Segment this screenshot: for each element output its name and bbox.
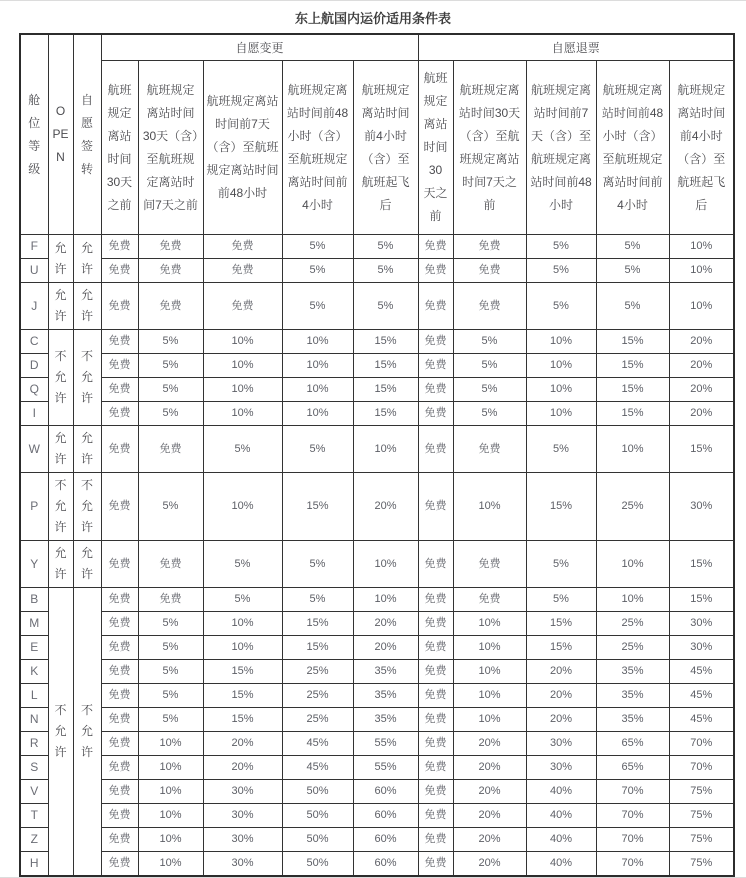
refund-fee-cell: 20% (453, 828, 526, 852)
refund-fee-cell: 30% (669, 473, 734, 541)
table-row-H (20, 852, 734, 877)
refund-fee-cell: 10% (596, 541, 669, 588)
change-fee-cell: 10% (138, 852, 203, 877)
change-fee-cell: 35% (353, 660, 418, 684)
open-permission-cell: 允许 (48, 541, 73, 588)
table-row-W (20, 426, 734, 473)
refund-fee-cell: 10% (453, 473, 526, 541)
refund-fee-cell: 免费 (418, 708, 453, 732)
change-fee-cell: 20% (353, 636, 418, 660)
refund-fee-cell: 35% (596, 684, 669, 708)
change-fee-cell: 25% (282, 684, 353, 708)
change-fee-cell: 45% (282, 756, 353, 780)
change-fee-cell: 5% (138, 473, 203, 541)
refund-fee-cell: 65% (596, 756, 669, 780)
refund-fee-cell: 20% (453, 804, 526, 828)
change-fee-cell: 20% (203, 732, 282, 756)
change-fee-cell: 免费 (101, 780, 138, 804)
change-fee-cell: 免费 (203, 283, 282, 330)
change-fee-cell: 10% (138, 732, 203, 756)
refund-fee-cell: 免费 (453, 283, 526, 330)
change-fee-cell: 50% (282, 780, 353, 804)
change-fee-cell: 免费 (101, 402, 138, 426)
group-header-row (20, 34, 734, 61)
refund-fee-cell: 5% (453, 354, 526, 378)
refund-fee-cell: 30% (526, 756, 596, 780)
change-fee-cell: 50% (282, 852, 353, 877)
refund-fee-cell: 免费 (418, 283, 453, 330)
refund-fee-cell: 免费 (418, 330, 453, 354)
cabin-cell: P (20, 473, 48, 541)
change-fee-cell: 免费 (101, 852, 138, 877)
change-fee-cell: 60% (353, 780, 418, 804)
change-fee-cell: 免费 (203, 235, 282, 259)
refund-fee-cell: 免费 (418, 828, 453, 852)
table-row-K (20, 660, 734, 684)
change-fee-cell: 5% (138, 378, 203, 402)
change-fee-cell: 10% (203, 378, 282, 402)
refund-fee-cell: 10% (526, 378, 596, 402)
cabin-cell: R (20, 732, 48, 756)
cabin-cell: L (20, 684, 48, 708)
change-fee-cell: 免费 (101, 283, 138, 330)
change-fee-cell: 5% (138, 684, 203, 708)
cabin-class-header: 舱位等级 (20, 34, 48, 235)
refund-fee-cell: 30% (526, 732, 596, 756)
cabin-cell: V (20, 780, 48, 804)
cabin-cell: H (20, 852, 48, 877)
change-fee-cell: 10% (282, 402, 353, 426)
change-fee-cell: 10% (203, 473, 282, 541)
open-permission-cell: 不允许 (48, 330, 73, 426)
refund-fee-cell: 5% (526, 588, 596, 612)
refund-fee-cell: 免费 (418, 259, 453, 283)
refund-fee-cell: 免费 (418, 235, 453, 259)
change-fee-cell: 50% (282, 828, 353, 852)
refund-fee-cell: 75% (669, 804, 734, 828)
endorsement-permission-cell: 允许 (73, 541, 101, 588)
open-permission-cell: 允许 (48, 283, 73, 330)
cabin-cell: J (20, 283, 48, 330)
endorsement-permission-cell: 不允许 (73, 473, 101, 541)
change-fee-cell: 5% (282, 426, 353, 473)
change-fee-cell: 免费 (101, 684, 138, 708)
refund-fee-cell: 免费 (418, 354, 453, 378)
change-fee-cell: 免费 (101, 378, 138, 402)
change-fee-cell: 免费 (138, 541, 203, 588)
change-fee-cell: 15% (353, 402, 418, 426)
refund-fee-cell: 5% (596, 259, 669, 283)
change-fee-cell: 15% (353, 378, 418, 402)
change-fee-cell: 15% (282, 612, 353, 636)
change-fee-cell: 免费 (101, 426, 138, 473)
refund-fee-cell: 40% (526, 780, 596, 804)
table-row-D (20, 354, 734, 378)
table-row-E (20, 636, 734, 660)
refund-fee-cell: 10% (526, 402, 596, 426)
endorsement-permission-cell: 允许 (73, 283, 101, 330)
refund-fee-cell: 5% (453, 402, 526, 426)
table-row-V (20, 780, 734, 804)
change-fee-cell: 10% (282, 378, 353, 402)
refund-fee-cell: 75% (669, 780, 734, 804)
period-header-row (20, 61, 734, 235)
change-fee-cell: 5% (282, 588, 353, 612)
refund-fee-cell: 10% (669, 259, 734, 283)
change-fee-cell: 10% (203, 402, 282, 426)
refund-fee-cell: 70% (596, 780, 669, 804)
cabin-cell: I (20, 402, 48, 426)
refund-fee-cell: 25% (596, 473, 669, 541)
refund-fee-cell: 70% (669, 756, 734, 780)
change-period-header: 航班规定离站时间30天之前 (101, 61, 138, 235)
refund-fee-cell: 免费 (418, 732, 453, 756)
refund-fee-cell: 30% (669, 636, 734, 660)
refund-fee-cell: 5% (596, 235, 669, 259)
change-fee-cell: 免费 (101, 828, 138, 852)
change-fee-cell: 10% (138, 804, 203, 828)
change-fee-cell: 免费 (101, 473, 138, 541)
change-fee-cell: 30% (203, 780, 282, 804)
cabin-cell: E (20, 636, 48, 660)
open-header: OPEN (48, 34, 73, 235)
table-row-Y (20, 541, 734, 588)
table-row-S (20, 756, 734, 780)
refund-fee-cell: 免费 (418, 402, 453, 426)
refund-fee-cell: 免费 (418, 804, 453, 828)
cabin-cell: M (20, 612, 48, 636)
change-fee-cell: 25% (282, 708, 353, 732)
refund-fee-cell: 20% (526, 684, 596, 708)
change-fee-cell: 60% (353, 852, 418, 877)
page-title: 东上航国内运价适用条件表 (294, 11, 451, 26)
refund-fee-cell: 25% (596, 612, 669, 636)
refund-fee-cell: 5% (526, 283, 596, 330)
table-row-P (20, 473, 734, 541)
cabin-cell: T (20, 804, 48, 828)
refund-fee-cell: 15% (526, 636, 596, 660)
refund-fee-cell: 免费 (453, 588, 526, 612)
change-fee-cell: 5% (353, 235, 418, 259)
change-fee-cell: 免费 (138, 259, 203, 283)
refund-fee-cell: 15% (669, 588, 734, 612)
refund-fee-cell: 5% (453, 378, 526, 402)
cabin-cell: B (20, 588, 48, 612)
table-row-T (20, 804, 734, 828)
refund-fee-cell: 免费 (418, 426, 453, 473)
cabin-cell: D (20, 354, 48, 378)
cabin-cell: N (20, 708, 48, 732)
refund-fee-cell: 10% (669, 235, 734, 259)
cabin-cell: F (20, 235, 48, 259)
refund-period-header: 航班规定离站时间前4小时（含）至航班起飞后 (669, 61, 734, 235)
refund-fee-cell: 40% (526, 828, 596, 852)
change-fee-cell: 30% (203, 852, 282, 877)
open-permission-cell: 不允许 (48, 473, 73, 541)
refund-fee-cell: 10% (669, 283, 734, 330)
open-permission-cell: 不允许 (48, 588, 73, 877)
change-fee-cell: 10% (138, 780, 203, 804)
refund-fee-cell: 免费 (418, 378, 453, 402)
endorsement-permission-cell: 不允许 (73, 330, 101, 426)
refund-fee-cell: 免费 (418, 660, 453, 684)
change-fee-cell: 免费 (203, 259, 282, 283)
change-fee-cell: 20% (203, 756, 282, 780)
refund-fee-cell: 35% (596, 660, 669, 684)
cabin-cell: S (20, 756, 48, 780)
refund-fee-cell: 15% (669, 541, 734, 588)
refund-period-header: 航班规定离站时间前7天（含）至航班规定离站时间前48小时 (526, 61, 596, 235)
refund-fee-cell: 20% (669, 330, 734, 354)
refund-fee-cell: 25% (596, 636, 669, 660)
refund-fee-cell: 70% (596, 804, 669, 828)
refund-fee-cell: 免费 (418, 612, 453, 636)
refund-fee-cell: 40% (526, 804, 596, 828)
change-fee-cell: 5% (282, 235, 353, 259)
change-fee-cell: 免费 (101, 708, 138, 732)
refund-fee-cell: 15% (526, 473, 596, 541)
change-fee-cell: 20% (353, 612, 418, 636)
refund-fee-cell: 5% (596, 283, 669, 330)
change-fee-cell: 15% (203, 708, 282, 732)
refund-fee-cell: 10% (526, 354, 596, 378)
change-fee-cell: 5% (203, 426, 282, 473)
refund-fee-cell: 15% (526, 612, 596, 636)
table-row-M (20, 612, 734, 636)
change-fee-cell: 免费 (138, 235, 203, 259)
refund-fee-cell: 70% (596, 828, 669, 852)
refund-fee-cell: 免费 (453, 541, 526, 588)
refund-fee-cell: 20% (669, 378, 734, 402)
change-fee-cell: 5% (138, 612, 203, 636)
change-fee-cell: 5% (282, 259, 353, 283)
change-fee-cell: 免费 (101, 235, 138, 259)
change-fee-cell: 20% (353, 473, 418, 541)
change-fee-cell: 25% (282, 660, 353, 684)
refund-fee-cell: 5% (526, 541, 596, 588)
change-fee-cell: 免费 (101, 588, 138, 612)
table-row-L (20, 684, 734, 708)
change-fee-cell: 15% (282, 473, 353, 541)
table-row-B (20, 588, 734, 612)
refund-fee-cell: 65% (596, 732, 669, 756)
change-period-header: 航班规定离站时间前4小时（含）至航班起飞后 (353, 61, 418, 235)
change-fee-cell: 10% (353, 588, 418, 612)
refund-fee-cell: 20% (453, 756, 526, 780)
table-row-Q (20, 378, 734, 402)
change-fee-cell: 5% (138, 402, 203, 426)
refund-fee-cell: 75% (669, 828, 734, 852)
cabin-cell: K (20, 660, 48, 684)
change-fee-cell: 10% (353, 426, 418, 473)
change-fee-cell: 30% (203, 804, 282, 828)
endorsement-header: 自愿签转 (73, 34, 101, 235)
refund-fee-cell: 10% (526, 330, 596, 354)
change-fee-cell: 60% (353, 804, 418, 828)
change-period-header: 航班规定离站时间前48小时（含）至航班规定离站时间前4小时 (282, 61, 353, 235)
table-row-N (20, 708, 734, 732)
table-row-R (20, 732, 734, 756)
fare-conditions-table (19, 33, 735, 877)
endorsement-permission-cell: 允许 (73, 426, 101, 473)
change-fee-cell: 10% (138, 756, 203, 780)
endorsement-permission-cell: 允许 (73, 235, 101, 283)
change-fee-cell: 15% (353, 330, 418, 354)
table-row-F (20, 235, 734, 259)
change-fee-cell: 免费 (101, 541, 138, 588)
refund-fee-cell: 免费 (453, 235, 526, 259)
change-fee-cell: 15% (203, 660, 282, 684)
change-fee-cell: 5% (353, 283, 418, 330)
refund-period-header: 航班规定离站时间前48小时（含）至航班规定离站时间前4小时 (596, 61, 669, 235)
refund-fee-cell: 70% (596, 852, 669, 877)
change-fee-cell: 5% (138, 354, 203, 378)
refund-fee-cell: 15% (596, 378, 669, 402)
change-fee-cell: 免费 (101, 612, 138, 636)
refund-fee-cell: 免费 (418, 852, 453, 877)
refund-fee-cell: 免费 (453, 426, 526, 473)
change-fee-cell: 免费 (138, 283, 203, 330)
refund-fee-cell: 10% (453, 684, 526, 708)
refund-fee-cell: 免费 (418, 756, 453, 780)
refund-fee-cell: 10% (596, 588, 669, 612)
change-fee-cell: 免费 (101, 330, 138, 354)
refund-fee-cell: 10% (453, 612, 526, 636)
refund-fee-cell: 10% (453, 636, 526, 660)
change-fee-cell: 5% (138, 330, 203, 354)
refund-fee-cell: 5% (526, 259, 596, 283)
voluntary-refund-group-header: 自愿退票 (418, 34, 734, 61)
open-permission-cell: 允许 (48, 426, 73, 473)
change-fee-cell: 60% (353, 828, 418, 852)
change-fee-cell: 5% (282, 541, 353, 588)
cabin-cell: W (20, 426, 48, 473)
refund-fee-cell: 10% (453, 708, 526, 732)
change-fee-cell: 35% (353, 708, 418, 732)
refund-fee-cell: 75% (669, 852, 734, 877)
change-fee-cell: 55% (353, 732, 418, 756)
change-fee-cell: 10% (282, 330, 353, 354)
table-row-J (20, 283, 734, 330)
change-fee-cell: 免费 (138, 426, 203, 473)
refund-fee-cell: 30% (669, 612, 734, 636)
refund-fee-cell: 免费 (418, 636, 453, 660)
refund-fee-cell: 20% (453, 732, 526, 756)
refund-fee-cell: 45% (669, 660, 734, 684)
refund-fee-cell: 5% (453, 330, 526, 354)
endorsement-permission-cell: 不允许 (73, 588, 101, 877)
change-period-header: 航班规定离站时间30天（含）至航班规定离站时间7天之前 (138, 61, 203, 235)
cabin-cell: Q (20, 378, 48, 402)
refund-fee-cell: 免费 (418, 473, 453, 541)
change-fee-cell: 10% (353, 541, 418, 588)
change-fee-cell: 5% (138, 660, 203, 684)
refund-fee-cell: 20% (669, 354, 734, 378)
refund-fee-cell: 10% (453, 660, 526, 684)
refund-fee-cell: 15% (596, 402, 669, 426)
change-fee-cell: 免费 (101, 756, 138, 780)
refund-period-header: 航班规定离站时间30天之前 (418, 61, 453, 235)
refund-fee-cell: 20% (526, 708, 596, 732)
change-fee-cell: 10% (203, 612, 282, 636)
table-row-C (20, 330, 734, 354)
change-fee-cell: 免费 (101, 636, 138, 660)
change-fee-cell: 15% (282, 636, 353, 660)
change-fee-cell: 10% (138, 828, 203, 852)
refund-fee-cell: 20% (669, 402, 734, 426)
refund-period-header: 航班规定离站时间30天（含）至航班规定离站时间7天之前 (453, 61, 526, 235)
change-fee-cell: 5% (138, 708, 203, 732)
change-fee-cell: 5% (203, 541, 282, 588)
refund-fee-cell: 15% (596, 330, 669, 354)
refund-fee-cell: 15% (669, 426, 734, 473)
refund-fee-cell: 45% (669, 684, 734, 708)
cabin-cell: C (20, 330, 48, 354)
change-fee-cell: 5% (353, 259, 418, 283)
change-fee-cell: 10% (282, 354, 353, 378)
refund-fee-cell: 免费 (418, 780, 453, 804)
change-fee-cell: 免费 (101, 259, 138, 283)
change-fee-cell: 35% (353, 684, 418, 708)
refund-fee-cell: 20% (453, 852, 526, 877)
change-fee-cell: 免费 (101, 660, 138, 684)
change-fee-cell: 5% (138, 636, 203, 660)
refund-fee-cell: 免费 (418, 541, 453, 588)
change-fee-cell: 15% (203, 684, 282, 708)
table-row-I (20, 402, 734, 426)
refund-fee-cell: 40% (526, 852, 596, 877)
change-fee-cell: 45% (282, 732, 353, 756)
change-fee-cell: 55% (353, 756, 418, 780)
cabin-cell: Y (20, 541, 48, 588)
open-permission-cell: 允许 (48, 235, 73, 283)
change-fee-cell: 5% (282, 283, 353, 330)
refund-fee-cell: 45% (669, 708, 734, 732)
refund-fee-cell: 免费 (453, 259, 526, 283)
change-fee-cell: 5% (203, 588, 282, 612)
refund-fee-cell: 5% (526, 426, 596, 473)
refund-fee-cell: 10% (596, 426, 669, 473)
voluntary-change-group-header: 自愿变更 (101, 34, 418, 61)
change-fee-cell: 30% (203, 828, 282, 852)
refund-fee-cell: 35% (596, 708, 669, 732)
refund-fee-cell: 20% (453, 780, 526, 804)
refund-fee-cell: 5% (526, 235, 596, 259)
refund-fee-cell: 免费 (418, 588, 453, 612)
change-fee-cell: 50% (282, 804, 353, 828)
change-fee-cell: 10% (203, 636, 282, 660)
change-fee-cell: 免费 (101, 804, 138, 828)
refund-fee-cell: 20% (526, 660, 596, 684)
change-period-header: 航班规定离站时间前7天（含）至航班规定离站时间前48小时 (203, 61, 282, 235)
change-fee-cell: 免费 (101, 354, 138, 378)
change-fee-cell: 免费 (101, 732, 138, 756)
table-row-Z (20, 828, 734, 852)
refund-fee-cell: 免费 (418, 684, 453, 708)
refund-fee-cell: 70% (669, 732, 734, 756)
cabin-cell: Z (20, 828, 48, 852)
refund-fee-cell: 15% (596, 354, 669, 378)
change-fee-cell: 免费 (138, 588, 203, 612)
table-row-U (20, 259, 734, 283)
change-fee-cell: 10% (203, 330, 282, 354)
cabin-cell: U (20, 259, 48, 283)
change-fee-cell: 15% (353, 354, 418, 378)
change-fee-cell: 10% (203, 354, 282, 378)
